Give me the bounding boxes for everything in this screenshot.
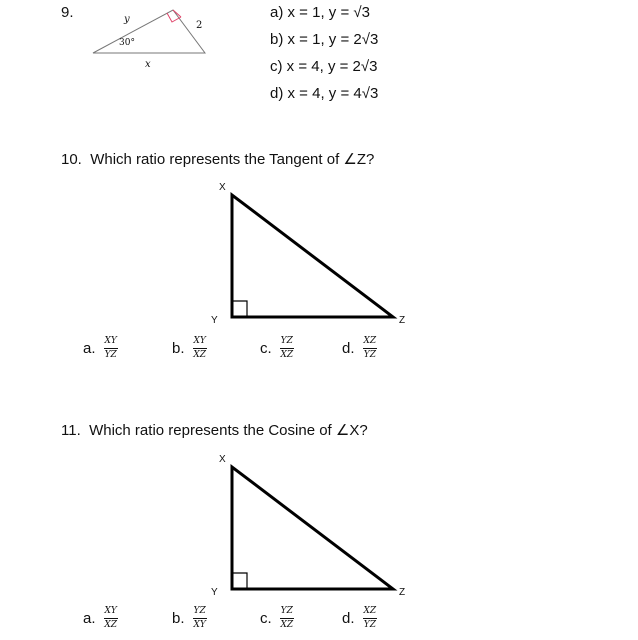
q10-option-c[interactable]: c. $\frac{YZ}{XZ}$ [260,336,294,360]
q9-label-2: 2 [196,20,203,31]
q9-label-angle: 30° [119,38,135,48]
q10-question: 10. Which ratio represents the Tangent of ∠Z? [61,151,375,168]
q11-option-a[interactable]: a. $\frac{XY}{XZ}$ [83,606,118,630]
q10-vertex-y: Y [211,315,218,326]
q9-choice-d: d) x = 4, y = 4√3 [270,85,379,102]
q11-option-c[interactable]: c. $\frac{YZ}{XZ}$ [260,606,294,630]
q10-option-a[interactable]: a. $\frac{XY}{YZ}$ [83,336,117,360]
q11-option-d[interactable]: d. $\frac{XZ}{YZ}$ [342,606,377,630]
q11-vertex-x: X [219,454,226,465]
q9-choice-a: a) x = 1, y = √3 [270,4,370,21]
q10-option-b[interactable]: b. $\frac{XY}{XZ}$ [172,336,207,360]
q10-vertex-z: Z [399,315,406,326]
q11-vertex-z: Z [399,587,406,598]
q9-label-y: y [124,14,130,25]
q11-vertex-y: Y [211,587,218,598]
q9-number: 9. [61,4,74,21]
q9-choice-b: b) x = 1, y = 2√3 [270,31,379,48]
q11-question: 11. Which ratio represents the Cosine of ∠X? [61,422,368,439]
q9-label-x: x [145,59,151,70]
q10-vertex-x: X [219,182,226,193]
q11-option-b[interactable]: b. $\frac{YZ}{XY}$ [172,606,206,630]
q10-option-d[interactable]: d. $\frac{XZ}{YZ}$ [342,336,377,360]
q9-choice-c: c) x = 4, y = 2√3 [270,58,378,75]
